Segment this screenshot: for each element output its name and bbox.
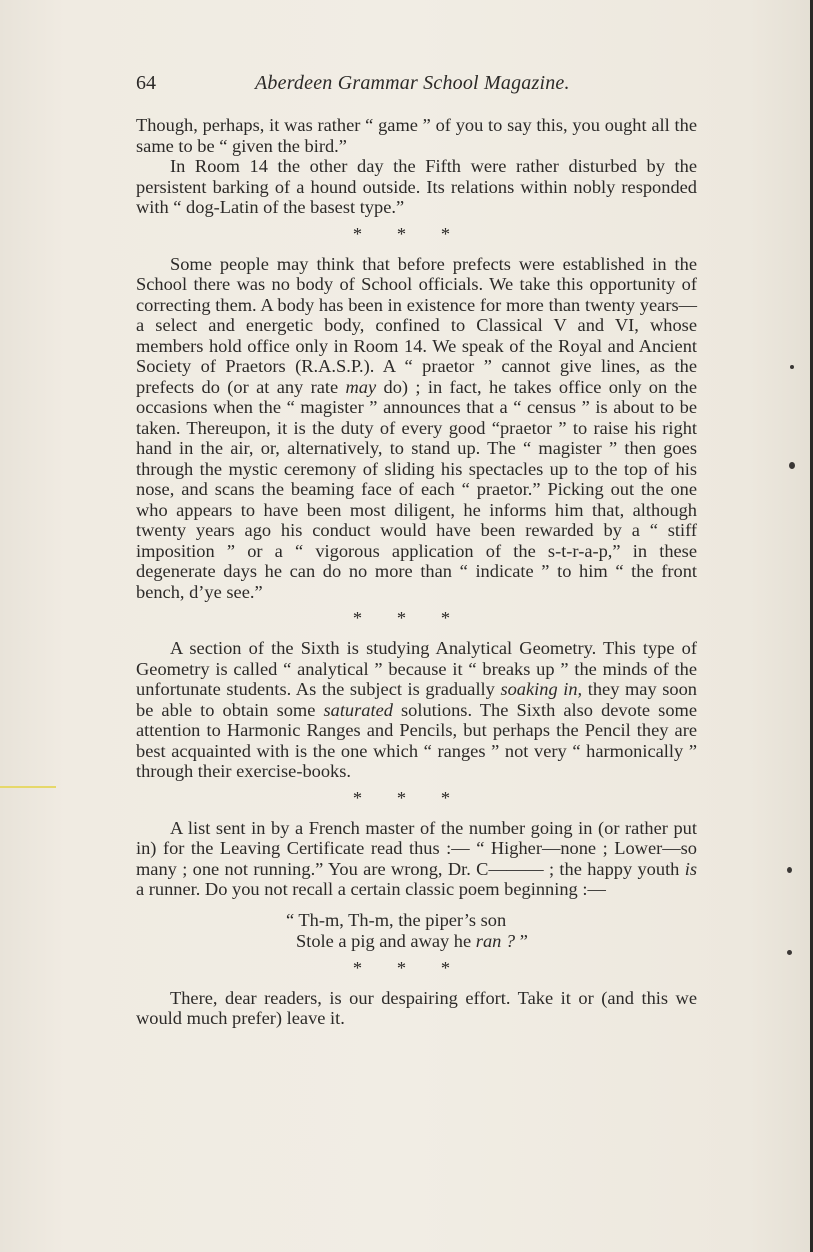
ink-spot — [787, 867, 792, 873]
running-title: Aberdeen Grammar School Magazine. — [255, 72, 570, 94]
ink-spot — [787, 950, 792, 955]
asterisk: * — [352, 223, 363, 244]
italic-text: ran ? — [475, 930, 516, 951]
section-break — [136, 788, 697, 808]
section-break — [136, 958, 697, 978]
ink-spot — [789, 462, 795, 469]
paragraph: Though, perhaps, it was rather “ game ” of you to say this, you ought all the same to be “ given the bird.” — [136, 115, 697, 156]
text-run: solutions. The Sixth also devote some attention to Harmonic Ranges and Pencils, but perhaps the Pencil they are best acquainted with is the one which “ ranges ” not very “ harmonically ” through their exercise-books. — [136, 699, 697, 781]
asterisk: * — [396, 957, 407, 978]
ink-spot — [790, 365, 794, 369]
text-run: Some people may think that before prefects were established in the School there was no body of School officials. We take this opportunity of correcting them. A body has been in existence for more than twenty years—a select and energetic body, confined to Classical V and VI, whose members hold office only in Room 14. We speak of the Royal and Ancient Society of Praetors (R.A.S.P.). A “ praetor ” cannot give lines, as the prefects do (or at any rate — [136, 253, 697, 397]
bookmark-ribbon — [0, 786, 56, 788]
text-run: Stole a pig and away he — [296, 930, 476, 951]
italic-text: saturated — [323, 699, 393, 720]
paragraph — [136, 254, 697, 603]
asterisk: * — [352, 608, 363, 628]
text-run: A list sent in by a French master of the number going in (or rather put in) for the Leaving Certificate read thus :— “ Higher—none ; Lower—so many ; one not running.” You are wrong, Dr. C——— ; the happy youth — [136, 817, 697, 879]
poem-quote — [286, 910, 697, 952]
asterisk: * — [352, 957, 363, 978]
section-break — [136, 608, 697, 628]
asterisk: * — [440, 787, 451, 808]
text-run: they may soon be able to obtain some — [136, 679, 697, 720]
asterisk: * — [396, 787, 407, 808]
italic-text: is — [684, 858, 697, 879]
article-body — [136, 115, 697, 1029]
paragraph: There, dear readers, is our despairing effort. Take it or (and this we would much prefer) leave it. — [136, 987, 697, 1028]
asterisk: * — [440, 957, 451, 978]
asterisk: * — [396, 223, 407, 244]
text-run: a runner. Do you not recall a certain classic poem beginning :— — [136, 879, 606, 899]
asterisk: * — [440, 608, 451, 628]
asterisk: * — [440, 223, 451, 244]
asterisk: * — [352, 787, 363, 808]
paragraph — [136, 818, 697, 900]
asterisk: * — [396, 608, 407, 628]
page-number: 64 — [136, 72, 156, 94]
italic-text: soaking in, — [500, 679, 583, 699]
text-run: A section of the Sixth is studying Analytical Geometry. This type of Geometry is called “ analytical ” because it “ breaks up ” the minds of the unfortunate students. As the subject is gradually — [136, 638, 697, 699]
italic-text: may — [345, 376, 377, 397]
poem-line: “ Th-m, Th-m, the piper’s son — [286, 909, 507, 930]
poem-line — [286, 931, 697, 952]
text-run: do) ; in fact, he takes office only on the occasions when the “ magister ” announces that a “ census ” is about to be taken. Thereupon, it is the duty of every good “praetor ” to raise his right hand in the air, or, alternatively, to stand up. The “ magister ” then goes through the mystic ceremony of sliding his spectacles up to the top of his nose, and scans the beaming face of each “ praetor.” Picking out the one who appears to have been most diligent, he informs him that, although twenty years ago his conduct would have been rewarded by a “ stiff imposition ” or a “ vigorous application of the s-t-r-a-p,” in these degenerate days he can do no more than “ indicate ” to him “ the front bench, d’ye see.” — [136, 376, 697, 602]
paragraph — [136, 638, 697, 782]
paragraph: In Room 14 the other day the Fifth were rather disturbed by the persistent barking of a hound outside. Its relations within nobly responded with “ dog-Latin of the basest type.” — [136, 156, 697, 217]
section-break — [136, 224, 697, 244]
page-header — [136, 72, 696, 102]
text-run: ” — [515, 930, 528, 951]
